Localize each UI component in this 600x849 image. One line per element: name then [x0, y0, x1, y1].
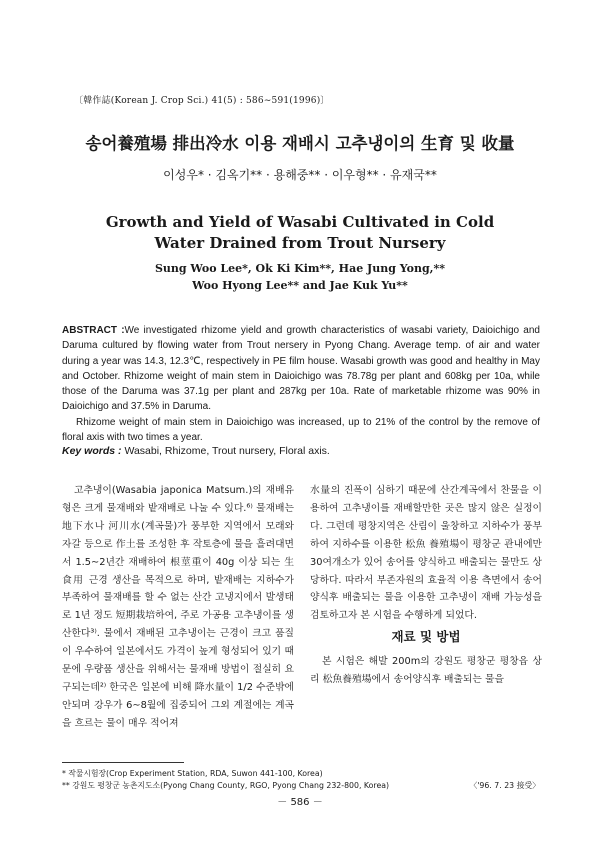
abstract-paragraph-1: [62, 323, 540, 415]
abstract-paragraph-2: Rhizome weight of main stem in Daioichigo was increased, up to 21% of the control by the remove of floral axis with two times a year.: [62, 416, 540, 444]
body-paragraph-methods: 본 시험은 해발 200m의 강원도 평창군 평창읍 상리 松魚養殖場에서 송어양식후 배출되는 물을: [310, 656, 542, 685]
abstract: [62, 323, 540, 445]
body-column-left: [62, 482, 294, 733]
page-number: － 586 －: [277, 797, 323, 808]
title-english-line-1: Growth and Yield of Wasabi Cultivated in Cold: [105, 213, 495, 231]
footnote-row-2: [62, 780, 540, 792]
body-column-right-methods: [310, 653, 542, 689]
keywords-label: Key words :: [62, 445, 122, 457]
keywords-text: Wasabi, Rhizome, Trout nursery, Floral axis.: [124, 445, 330, 457]
body-column-right: [310, 482, 542, 625]
section-heading-materials-methods: 재료 및 방법: [391, 629, 461, 644]
journal-reference: 〔韓作誌(Korean J. Crop Sci.) 41(5) : 586∼591(1996)〕: [74, 96, 330, 106]
authors-english-line-1: Sung Woo Lee*, Ok Ki Kim**, Hae Jung Yong,**: [154, 262, 446, 275]
footnote-2: ** 강원도 평창군 농촌지도소(Pyong Chang County, RGO, Pyong Chang 232-800, Korea): [62, 781, 390, 790]
authors-english-line-2: Woo Hyong Lee** and Jae Kuk Yu**: [192, 279, 408, 292]
received-date: 〈'96. 7. 23 接受〉: [469, 781, 540, 790]
footnotes: [62, 768, 540, 792]
abstract-label: ABSTRACT :: [62, 325, 125, 336]
title-english-line-2: Water Drained from Trout Nursery: [154, 234, 446, 252]
abstract-text-1: We investigated rhizome yield and growth characteristics of wasabi variety, Daioichigo and Daruma cultured by flowing water from Trout nersery in Pyong Chang. Average temp. of air and water during a year was 14.3, 12.3℃, respectively in PE film house. Wasabi growth was good and healthy in May and October. Rhizome weight of main stem in Daioichigo was 78.78g per plant and 608kg per 10a, while those of the Daruma was 37.1g per plant and 287kg per 10a. Rate of marketable rhizome was 90% in Daioichigo and 37.5% in Daruma.: [62, 325, 540, 413]
title-english: [0, 212, 600, 254]
footnote-divider: [62, 762, 184, 763]
authors-korean: 이성우* · 김옥기** · 용해중** · 이우형** · 유재국**: [163, 168, 437, 182]
body-paragraph-continued: 水量의 진폭이 심하기 때문에 산간계곡에서 찬물을 이용하여 고추냉이를 재배할만한 곳은 많지 않은 실정이다. 그런데 평창지역은 산림이 울창하고 지하수가 풍부하여 지하수를 이용한 松魚 養殖場이 평창군 관내에만 30여개소가 있어 송어를 양식하고 배출되는 물만도 상당하다. 따라서 부존자원의 효율적 이용 측면에서 송어 양식후 배출되는 물을 이용한 고추냉이 재배 가능성을 검토하고자 본 시험을 수행하게 되었다.: [310, 485, 542, 622]
authors-english: [0, 260, 600, 294]
footnote-1: * 작물시험장(Crop Experiment Station, RDA, Suwon 441-100, Korea): [62, 769, 323, 778]
body-paragraph-intro: 고추냉이(Wasabia japonica Matsum.)의 재배유형은 크게 물재배와 밭재배로 나눌 수 있다.⁶⁾ 물재배는 地下水나 河川水(계곡물)가 풍부한 지역에서 모래와 자갈 등으로 作土를 조성한 후 작토층에 물을 흘려대면서 1.5∼2년간 재배하여 根莖重이 40g 이상 되는 生食用 근경 생산을 목적으로 하며, 밭재배는 지하수가 부족하여 물재배를 할 수 없는 산간 고냉지에서 발생태로 1년 정도 短期栽培하여, 주로 가공용 고추냉이를 생산한다³⁾. 물에서 재배된 고추냉이는 근경이 크고 품질이 우수하여 일본에서도 가격이 높게 형성되어 있기 때문에 우량품 생산을 위해서는 물재배 방법이 절실히 요구되는데²⁾ 한국은 일본에 비해 降水量이 1/2 수준밖에 안되며 강우가 6∼8월에 집중되어 그외 계절에는 계곡을 흐르는 물이 매우 적어져: [62, 485, 294, 729]
title-korean: 송어養殖場 排出冷水 이용 재배시 고추냉이의 生育 및 收量: [85, 134, 515, 153]
keywords: [62, 445, 540, 457]
